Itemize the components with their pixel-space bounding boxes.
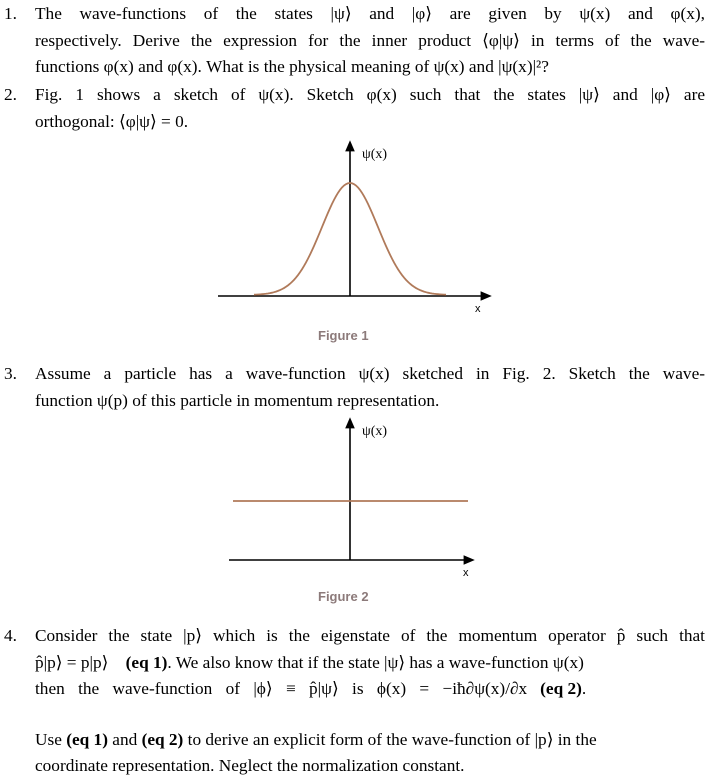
text-fragment: . We also know that if the state |ψ⟩ has a wave-function ψ(x) — [167, 652, 584, 672]
question-text — [35, 82, 705, 135]
x-axis-label: x — [475, 303, 481, 315]
figure-caption: Figure 2 — [318, 589, 369, 604]
question-number: 4. — [4, 626, 17, 645]
question-text — [35, 361, 705, 414]
text-line: coordinate representation. Neglect the normalization constant. — [35, 756, 465, 775]
text-fragment: Use — [35, 729, 67, 749]
equation-ref: (eq 2) — [141, 729, 184, 749]
text-fragment: and — [107, 729, 142, 749]
text-line: Fig. 1 shows a sketch of ψ(x). Sketch φ(x) such that the states |ψ⟩ and |φ⟩ are — [35, 85, 705, 104]
y-axis-label: ψ(x) — [362, 147, 388, 162]
text-line: The wave-functions of the states |ψ⟩ and |φ⟩ are given by ψ(x) and φ(x), — [35, 4, 705, 23]
text-fragment: then the wave-function of |ϕ⟩ ≡ p̂|ψ⟩ is ϕ(x) = −iħ∂ψ(x)/∂x — [35, 679, 528, 698]
text-line: respectively. Derive the expression for the inner product ⟨φ|ψ⟩ in terms of the wave- — [35, 30, 705, 50]
text-line: Assume a particle has a wave-function ψ(x) sketched in Fig. 2. Sketch the wave- — [35, 364, 705, 383]
question-number: 2. — [4, 85, 17, 104]
y-axis-label: ψ(x) — [362, 424, 388, 439]
text-fragment: to derive an explicit form of the wave-function of |p⟩ in the — [183, 729, 597, 749]
text-line: Consider the state |p⟩ which is the eigenstate of the momentum operator p̂ such that — [35, 626, 705, 645]
text-line — [35, 676, 705, 703]
text-line — [35, 727, 705, 754]
equation-ref: (eq 1) — [125, 652, 168, 672]
text-line — [35, 650, 705, 677]
question-number: 3. — [4, 364, 17, 383]
x-axis-label: x — [463, 567, 469, 579]
equation-ref: (eq 1) — [66, 729, 108, 749]
gaussian-curve — [254, 183, 446, 295]
question-text — [35, 623, 705, 780]
equation: p̂|p⟩ = p|p⟩ — [35, 652, 109, 672]
text-line: orthogonal: ⟨φ|ψ⟩ = 0. — [35, 111, 189, 131]
figure-caption: Figure 1 — [318, 328, 369, 343]
question-text — [35, 1, 705, 81]
text-fragment: . — [581, 679, 587, 698]
text-line: functions φ(x) and φ(x). What is the physical meaning of ψ(x) and |ψ(x)|²? — [35, 57, 549, 76]
equation-ref: (eq 2) — [540, 679, 582, 698]
question-number: 1. — [4, 4, 17, 23]
text-line: function ψ(p) of this particle in momentum representation. — [35, 390, 440, 410]
